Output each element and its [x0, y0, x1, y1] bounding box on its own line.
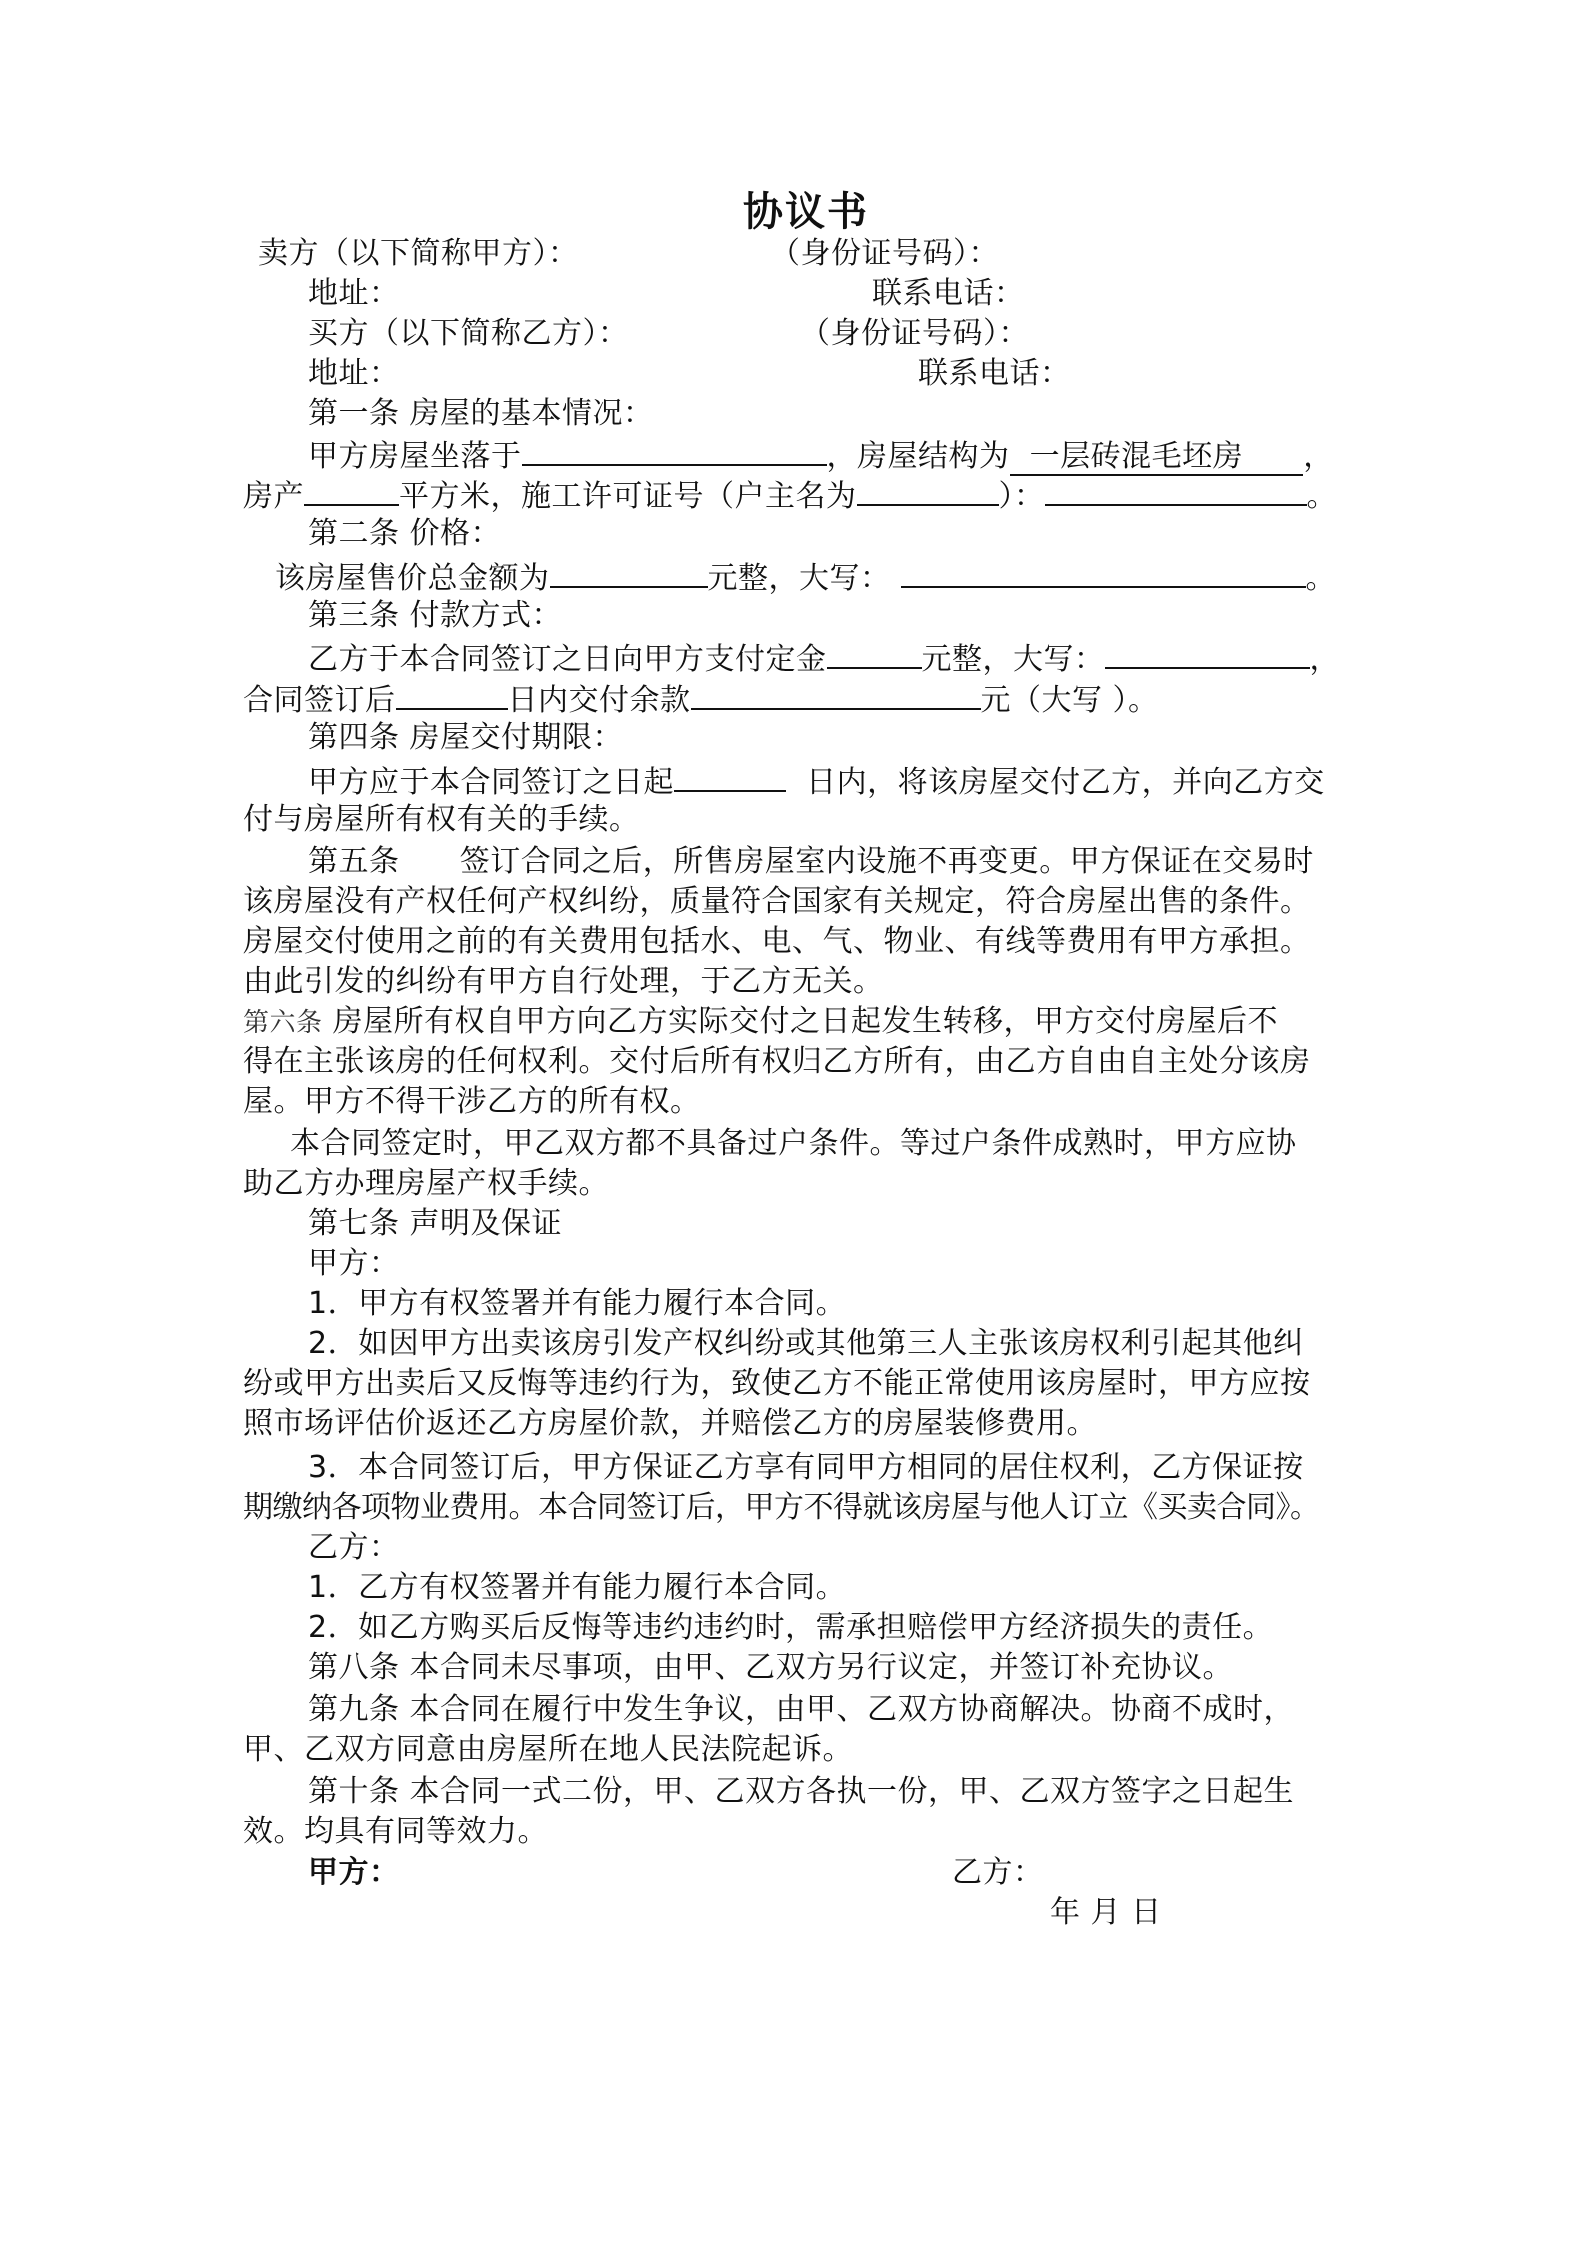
location-blank	[522, 434, 827, 466]
article-3-line-1	[308, 637, 1340, 680]
article-5-line-3: 房屋交付使用之前的有关费用包括水、电、气、物业、有线等费用有甲方承担。	[243, 924, 1311, 959]
deposit-words-label: 元整，大写：	[921, 642, 1105, 677]
buyer-address-label: 地址：	[308, 356, 400, 391]
article-6-line-2: 得在主张该房的任何权利。交付后所有权归乙方所有，由乙方自由自主处分该房	[243, 1044, 1311, 1079]
article-9-line-2: 甲、乙双方同意由房屋所在地人民法院起诉。	[243, 1732, 853, 1767]
delivery-days-blank	[674, 760, 786, 792]
article-4-heading: 第四条 房屋交付期限：	[308, 720, 624, 755]
delivery-text: 日内，将该房屋交付乙方，并向乙方交	[806, 765, 1325, 800]
party-a-item-2-line-2: 纷或甲方出卖后又反悔等违约行为，致使乙方不能正常使用该房屋时，甲方应按	[243, 1366, 1311, 1401]
seller-address-label: 地址：	[308, 276, 400, 311]
article-10-line-2: 效。均具有同等效力。	[243, 1814, 548, 1849]
article-2-line-1	[275, 556, 1336, 599]
party-a-item-2-line-3: 照市场评估价返还乙方房屋价款，并赔偿乙方的房屋装修费用。	[243, 1406, 1097, 1441]
structure-value	[1010, 440, 1304, 476]
balance-days-blank	[396, 678, 508, 710]
article-5-line-4: 由此引发的纠纷有甲方自行处理，于乙方无关。	[243, 964, 884, 999]
buyer-label: 买方（以下简称乙方）：	[308, 316, 629, 351]
delivery-label: 甲方应于本合同签订之日起	[308, 765, 674, 800]
article-5-text: 签订合同之后，所售房屋室内设施不再变更。甲方保证在交易时	[459, 844, 1314, 879]
article-5-line-2: 该房屋没有产权任何产权纠纷，质量符合国家有关规定，符合房屋出售的条件。	[243, 884, 1311, 919]
signature-party-a: 甲方：	[308, 1855, 400, 1890]
article-6-line-1	[243, 1002, 1278, 1043]
buyer-id-label: （身份证号码）：	[800, 316, 1029, 351]
party-a-heading: 甲方：	[308, 1246, 400, 1281]
article-4-line-1	[308, 760, 1325, 803]
buyer-phone-label: 联系电话：	[918, 356, 1071, 391]
article-1-heading: 第一条 房屋的基本情况：	[308, 396, 654, 431]
article-9-line-1: 第九条 本合同在履行中发生争议，由甲、乙双方协商解决。协商不成时，	[308, 1692, 1295, 1727]
party-a-item-1: 1．甲方有权签署并有能力履行本合同。	[308, 1286, 847, 1321]
article-4-line-2: 付与房屋所有权有关的手续。	[243, 802, 640, 837]
signature-party-b: 乙方：	[952, 1855, 1044, 1890]
structure-label: ，房屋结构为	[826, 439, 1010, 474]
period: 。	[1305, 561, 1337, 596]
balance-words: 元（大写 ）。	[980, 683, 1159, 718]
deposit-blank	[827, 637, 922, 669]
price-words-blank	[901, 556, 1306, 588]
party-a-item-3-line-1: 3．本合同签订后，甲方保证乙方享有同甲方相同的居住权利，乙方保证按	[308, 1450, 1304, 1485]
party-b-item-1: 1．乙方有权签署并有能力履行本合同。	[308, 1570, 847, 1605]
deposit-words-blank	[1105, 637, 1310, 669]
comma: ，	[1303, 439, 1334, 474]
article-6-text: 房屋所有权自甲方向乙方实际交付之日起发生转移，甲方交付房屋后不	[332, 1004, 1279, 1039]
party-b-item-2: 2．如乙方购买后反悔等违约违约时，需承担赔偿甲方经济损失的责任。	[308, 1610, 1274, 1645]
note-line-1: 本合同签定时，甲乙双方都不具备过户条件。等过户条件成熟时，甲方应协	[290, 1126, 1297, 1161]
permit-number-blank	[1045, 474, 1307, 506]
permit-colon: ）：	[998, 479, 1045, 514]
document-title: 协议书	[743, 189, 869, 235]
area-label: 房产	[243, 479, 304, 514]
article-6-heading: 第六条	[243, 1008, 323, 1038]
owner-name-blank	[857, 474, 999, 506]
party-a-item-3-line-2: 期缴纳各项物业费用。本合同签订后，甲方不得就该房屋与他人订立《买卖合同》。	[243, 1490, 1320, 1525]
seller-id-label: （身份证号码）：	[770, 236, 999, 271]
seller-phone-label: 联系电话：	[872, 276, 1025, 311]
article-1-line-1	[308, 434, 1334, 477]
comma: ，	[1309, 642, 1340, 677]
price-label: 该房屋售价总金额为	[275, 561, 550, 596]
party-a-item-2-line-1: 2．如因甲方出卖该房引发产权纠纷或其他第三人主张该房权利引起其他纠	[308, 1326, 1304, 1361]
article-7-heading: 第七条 声明及保证	[308, 1206, 563, 1241]
price-blank	[550, 556, 708, 588]
article-5-heading: 第五条	[308, 844, 400, 879]
note-line-2: 助乙方办理房屋产权手续。	[243, 1166, 609, 1201]
article-3-line-2	[243, 678, 1159, 721]
article-8: 第八条 本合同未尽事项，由甲、乙双方另行议定，并签订补充协议。	[308, 1650, 1234, 1685]
structure-text: 一层砖混毛坯房	[1029, 439, 1244, 474]
price-words-label: 元整，大写：	[707, 561, 891, 596]
article-3-heading: 第三条 付款方式：	[308, 598, 563, 633]
article-1-line-2	[243, 474, 1337, 517]
balance-days-label: 合同签订后	[243, 683, 396, 718]
location-label: 甲方房屋坐落于	[308, 439, 522, 474]
balance-label: 日内交付余款	[507, 683, 691, 718]
deposit-label: 乙方于本合同签订之日向甲方支付定金	[308, 642, 827, 677]
article-6-line-3: 屋。甲方不得干涉乙方的所有权。	[243, 1084, 701, 1119]
signature-date: 年 月 日	[1050, 1895, 1162, 1930]
article-10-line-1: 第十条 本合同一式二份，甲、乙双方各执一份，甲、乙双方签字之日起生	[308, 1774, 1295, 1809]
permit-label: 平方米，施工许可证号（户主名为	[399, 479, 857, 514]
area-blank	[304, 474, 399, 506]
party-b-heading: 乙方：	[308, 1530, 400, 1565]
balance-blank	[691, 678, 981, 710]
period: 。	[1306, 479, 1337, 514]
article-2-heading: 第二条 价格：	[308, 516, 502, 551]
seller-label: 卖方（以下简称甲方）：	[258, 236, 579, 271]
article-5-line-1	[308, 842, 1314, 882]
